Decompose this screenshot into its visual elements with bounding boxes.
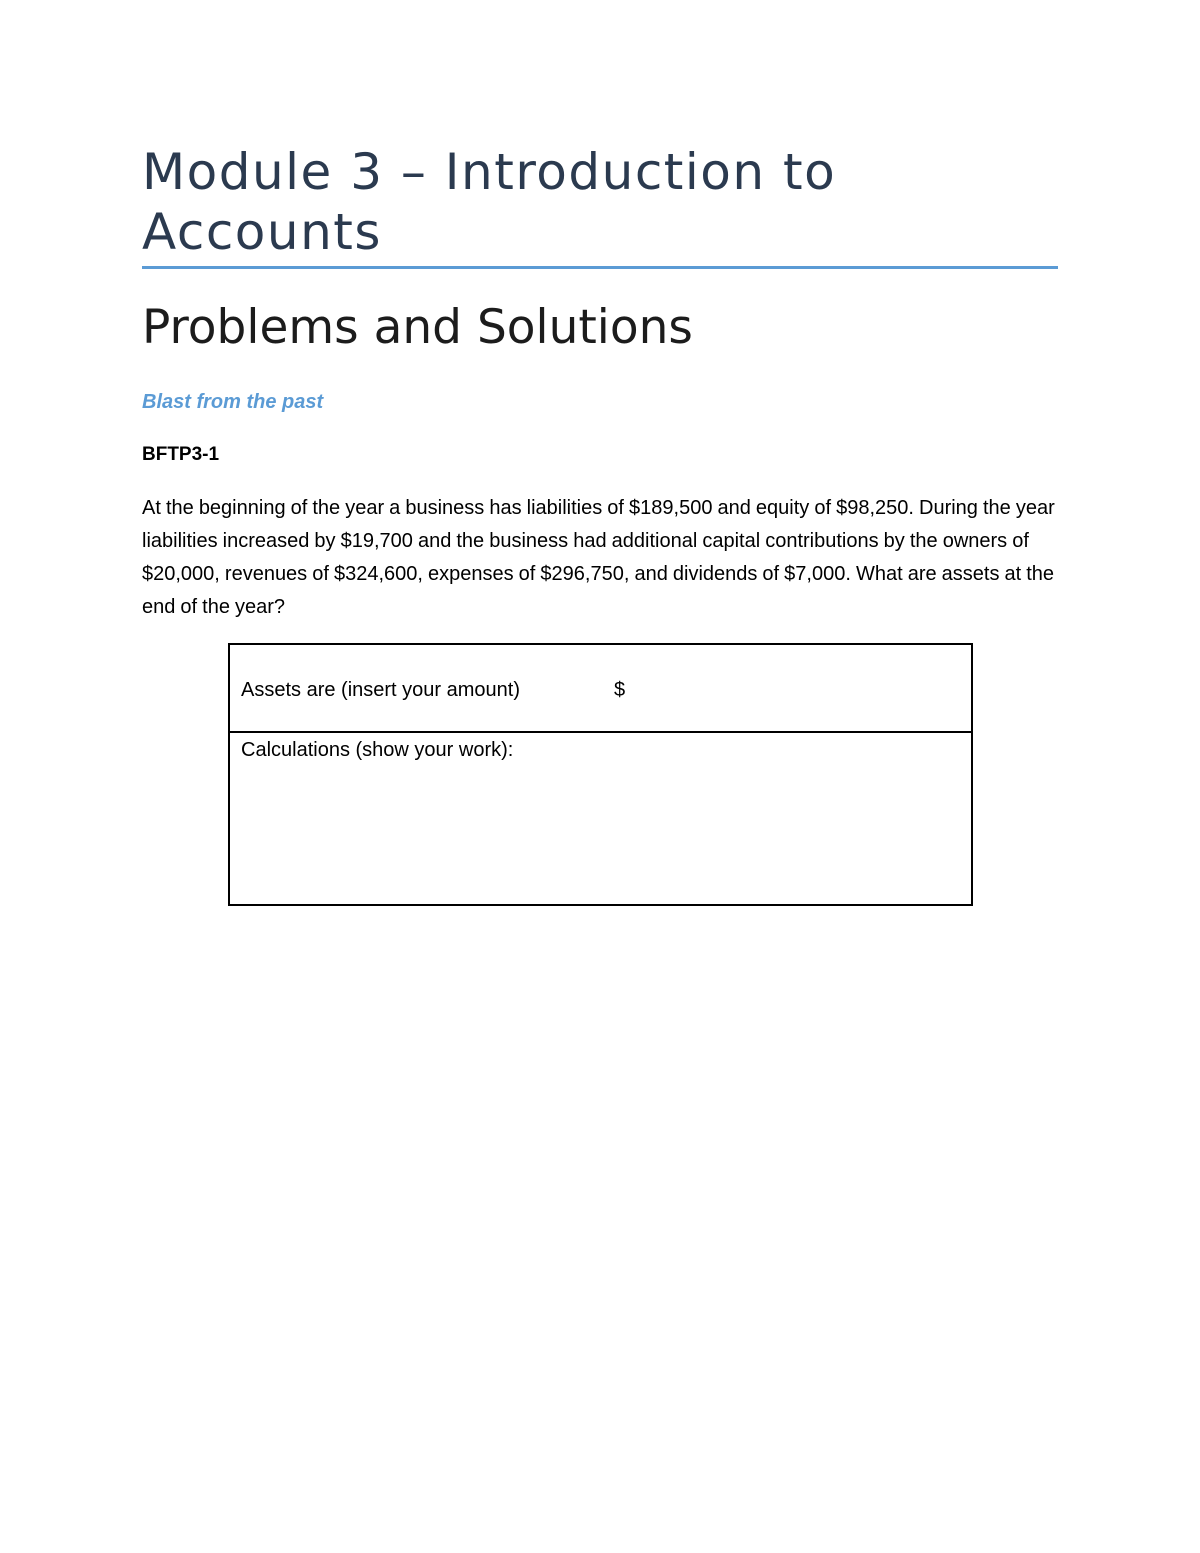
calculations-label: Calculations (show your work): <box>241 739 514 761</box>
document-title: Module 3 – Introduction to Accounts <box>142 143 837 261</box>
problem-id: BFTP3-1 <box>142 444 220 465</box>
assets-label: Assets are (insert your amount) <box>241 679 520 701</box>
assets-answer-row[interactable] <box>230 645 971 733</box>
answer-box <box>228 643 973 906</box>
title-divider <box>142 266 1058 269</box>
document-subtitle: Problems and Solutions <box>142 300 693 355</box>
currency-symbol: $ <box>614 679 626 701</box>
problem-text: At the beginning of the year a business has liabilities of $189,500 and equity of $98,250. During the year liabilities increased by $19,700 and the business had additional capital contributions by the owners of $20,000, revenues of $324,600, expenses of $296,750, and dividends of $7,000. What are assets at the end of the year? <box>142 497 1055 618</box>
section-heading: Blast from the past <box>142 391 324 413</box>
